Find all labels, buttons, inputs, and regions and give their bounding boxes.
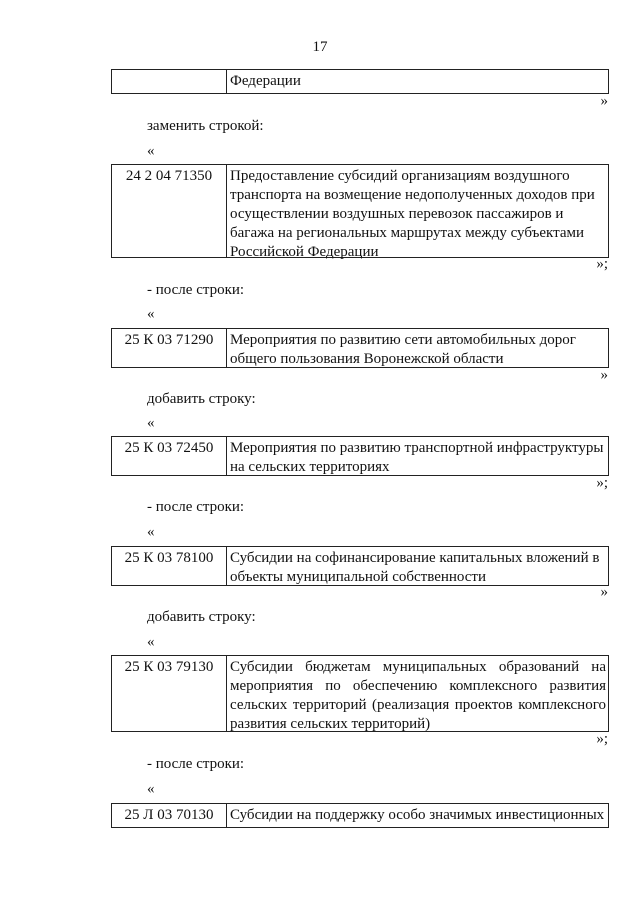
row-description: Субсидии на поддержку особо значимых инвестиционных xyxy=(230,807,605,823)
table-row xyxy=(111,655,609,732)
opening-quote: « xyxy=(147,143,155,159)
closing-quote: »; xyxy=(596,256,608,272)
instruction-text: - после строки: xyxy=(147,499,245,515)
page-number: 17 xyxy=(312,39,328,55)
row-description: Федерации xyxy=(230,73,301,89)
table-row xyxy=(111,546,609,586)
closing-quote: » xyxy=(600,93,608,109)
table-row xyxy=(111,164,609,258)
row-code: 25 К 03 71290 xyxy=(112,329,227,367)
table-row xyxy=(111,803,609,828)
row-code: 25 Л 03 70130 xyxy=(112,804,227,827)
row-code xyxy=(112,70,227,93)
row-description: Субсидии бюджетам муниципальных образований на мероприятия по обеспечению комплексного развития сельских территорий (реализация проектов комплексного развития сельских территорий) xyxy=(230,659,606,732)
instruction-text: заменить строкой: xyxy=(147,118,264,134)
instruction-text: добавить строку: xyxy=(147,609,256,625)
opening-quote: « xyxy=(147,306,155,322)
closing-quote: »; xyxy=(596,731,608,747)
table-row xyxy=(111,69,609,94)
opening-quote: « xyxy=(147,524,155,540)
opening-quote: « xyxy=(147,415,155,431)
table-row xyxy=(111,328,609,368)
row-description: Мероприятия по развитию сети автомобильных дорог общего пользования Воронежской области xyxy=(230,332,576,367)
table-row xyxy=(111,436,609,476)
row-description: Предоставление субсидий организациям воздушного транспорта на возмещение недополученных доходов при осуществлении воздушных перевозок пассажиров и багажа на региональных маршрутах между субъектами Российской Федерации xyxy=(230,168,595,260)
row-description: Мероприятия по развитию транспортной инфраструктуры на сельских территориях xyxy=(230,440,604,475)
row-code: 25 К 03 78100 xyxy=(112,547,227,585)
closing-quote: » xyxy=(600,584,608,600)
opening-quote: « xyxy=(147,634,155,650)
closing-quote: »; xyxy=(596,475,608,491)
opening-quote: « xyxy=(147,781,155,797)
row-code: 25 К 03 79130 xyxy=(112,656,227,731)
instruction-text: - после строки: xyxy=(147,756,245,772)
instruction-text: добавить строку: xyxy=(147,391,256,407)
row-code: 24 2 04 71350 xyxy=(112,165,227,257)
row-code: 25 К 03 72450 xyxy=(112,437,227,475)
instruction-text: - после строки: xyxy=(147,282,245,298)
row-description: Субсидии на софинансирование капитальных вложений в объекты муниципальной собственности xyxy=(230,550,600,585)
closing-quote: » xyxy=(600,367,608,383)
